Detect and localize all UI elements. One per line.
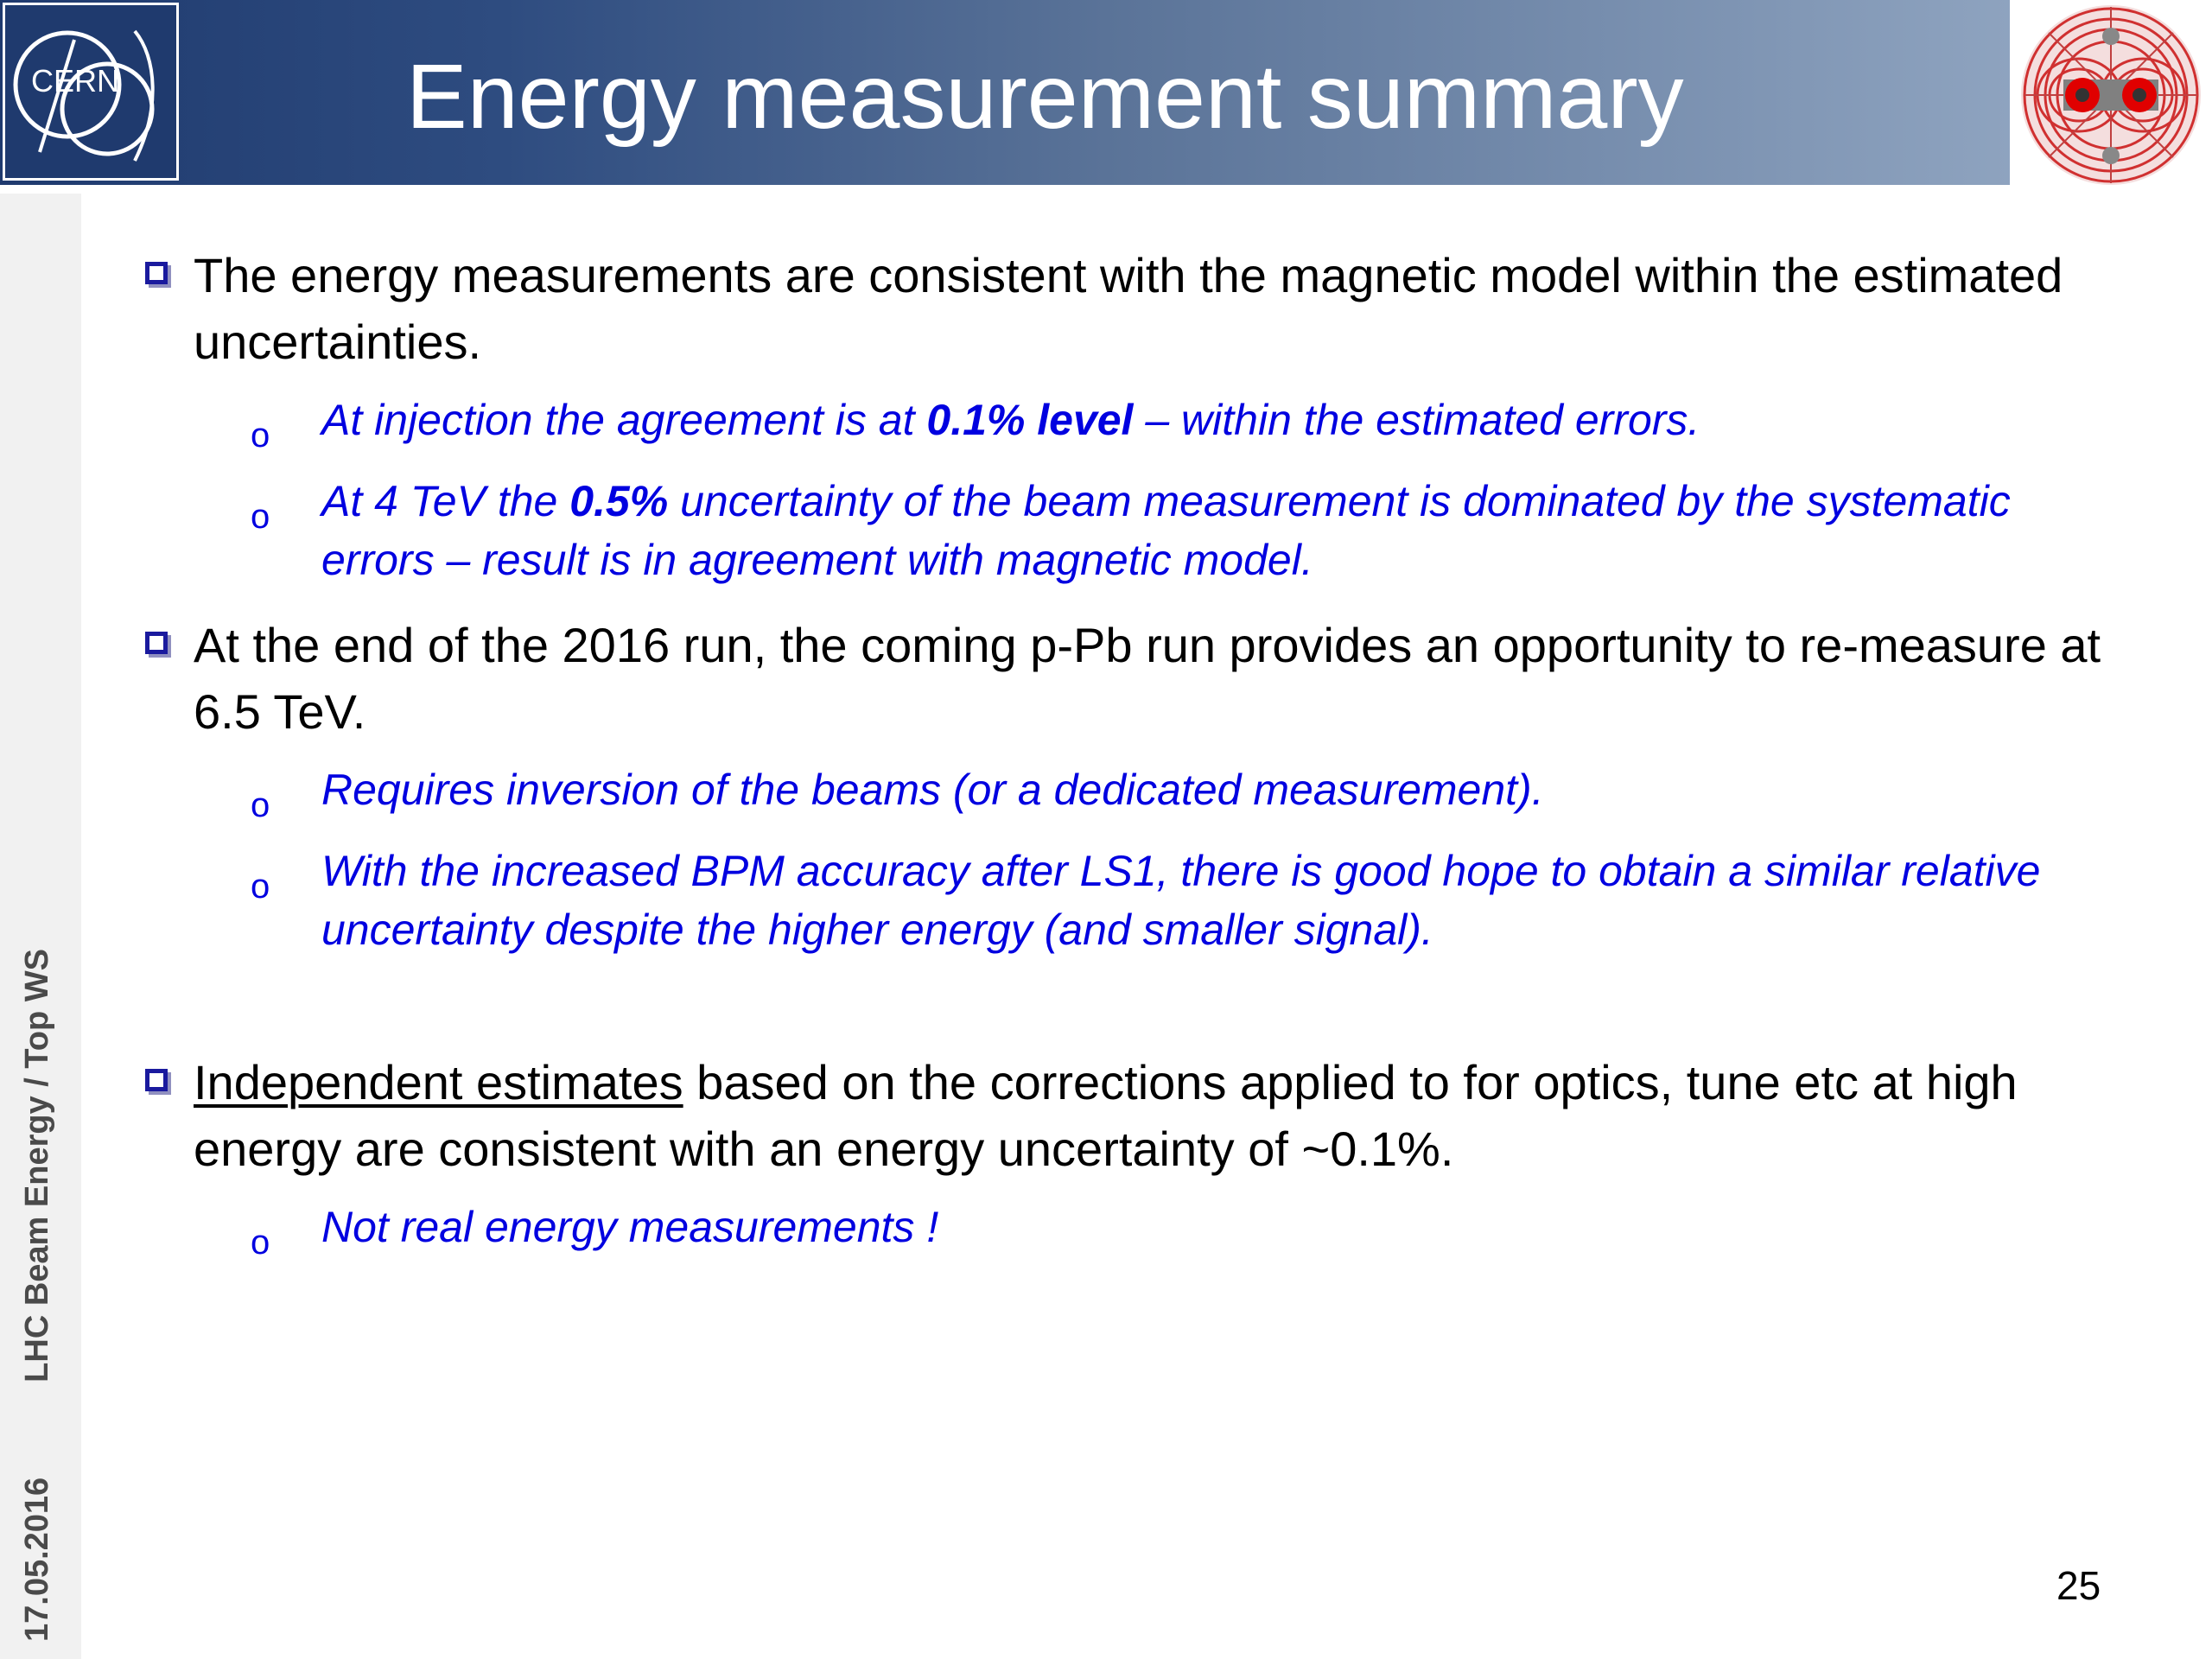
sub-text: Requires inversion of the beams (or a dedicated measurement). (321, 766, 1544, 814)
sub-emphasis: 0.1% level (926, 396, 1134, 444)
sub-text: At injection the agreement is at (321, 396, 927, 444)
footer-vertical-text (19, 949, 56, 1642)
sub-text: – within the estimated errors. (1133, 396, 1700, 444)
bullet-text: The energy measurements are consistent with the magnetic model within the estimated uncertainties. (194, 248, 2063, 369)
circle-bullet-icon: o (251, 786, 270, 824)
cern-logo (3, 3, 179, 181)
page-number: 25 (2056, 1563, 2101, 1608)
bullet-item (130, 1049, 2117, 1182)
square-bullet-icon (145, 632, 168, 654)
sub-bullet-item (130, 842, 2117, 959)
circle-bullet-icon: o (251, 416, 270, 454)
sub-text: Not real energy measurements ! (321, 1203, 939, 1251)
sub-bullet-item (130, 760, 2117, 824)
sub-text: uncertainty of the beam measurement is dominated by the systematic errors – result is in agreement with magnetic model. (321, 477, 2011, 584)
slide-body (130, 242, 2117, 1262)
cern-logo-text: CERN (31, 63, 120, 99)
bullet-text: based on the corrections applied to for optics, tune etc at high energy are consistent with an energy uncertainty of ~0.1%. (194, 1055, 2018, 1176)
sub-text: At 4 TeV the (321, 477, 570, 525)
footer-date: 17.05.2016 (19, 1477, 55, 1642)
bullet-item (130, 612, 2117, 745)
sub-bullet-item (130, 1198, 2117, 1262)
sub-bullet-item (130, 391, 2117, 454)
title-bar (0, 0, 2010, 185)
circle-bullet-icon: o (251, 498, 270, 536)
sub-bullet-item (130, 472, 2117, 589)
circle-bullet-icon: o (251, 868, 270, 906)
lhc-magnet-logo (2010, 0, 2212, 202)
bullet-item (130, 242, 2117, 375)
sub-emphasis: 0.5% (569, 477, 669, 525)
page-title: Energy measurement summary (406, 46, 1684, 148)
bullet-underlined-text: Independent estimates (194, 1055, 683, 1109)
square-bullet-icon (145, 262, 168, 284)
bullet-text: At the end of the 2016 run, the coming p-Pb run provides an opportunity to re-measure at 6.5 TeV. (194, 618, 2101, 739)
footer-event: LHC Beam Energy / Top WS (19, 949, 55, 1382)
square-bullet-icon (145, 1069, 168, 1091)
circle-bullet-icon: o (251, 1224, 270, 1262)
sub-text: With the increased BPM accuracy after LS1, there is good hope to obtain a similar relative uncertainty despite the higher energy (and smaller signal). (321, 847, 2041, 954)
